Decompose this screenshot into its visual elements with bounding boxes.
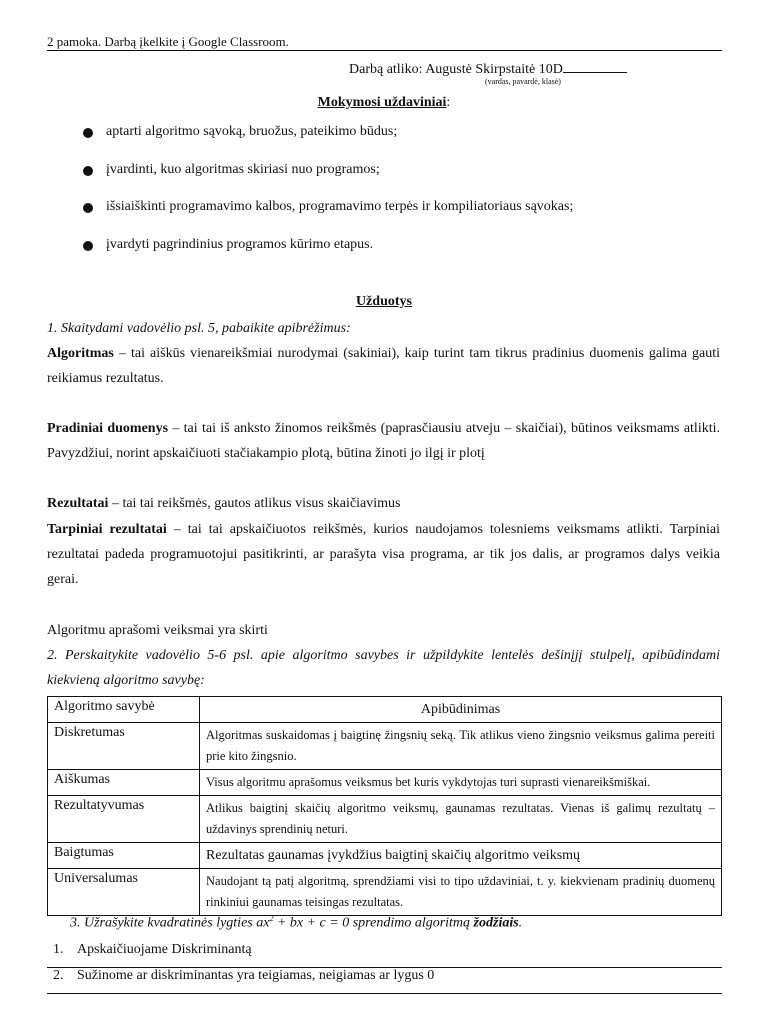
list-item: 2. Sužinome ar diskriminantas yra teigiamas, neigiamas ar lygus 0 [53,968,435,983]
table-row [48,796,722,843]
property-description: Naudojant tą patį algoritmą, sprendžiami visi to tipo uždaviniai, t. y. kiekvienam pradinių duomenų rinkiniui gaunamas teisingas rezultatas. [200,869,722,916]
algorithm-steps-text: Algoritmu aprašomi veiksmai yra skirti [47,623,268,638]
author-label: Darbą atliko: Augustė Skirpstaitė 10D [349,62,563,77]
definition-rezultatai: Rezultatai – tai tai reikšmės, gautos atlikus visus skaičiavimus [47,496,401,511]
table-row [48,723,722,770]
list-item: 1. Apskaičiuojame Diskriminantą [53,942,252,957]
property-name: Universalumas [48,869,200,916]
author-blank [563,60,627,73]
property-description: Rezultatas gaunamas įvykdžius baigtinį skaičių algoritmo veiksmų [200,843,722,869]
objectives-heading: Mokymosi uždaviniai: [317,95,451,110]
definition-algoritmas: Algoritmas – tai aiškūs vienareikšmiai nurodymai (sakiniai), kaip turint tam tikrus pradinius duomenis galima gauti reikiamus rezultatus. [47,346,720,386]
term: Rezultatai [47,496,109,511]
bullet-icon [83,166,93,176]
term: Algoritmas [47,346,114,361]
list-item: išsiaiškinti programavimo kalbos, programavimo terpės ir kompiliatoriaus sąvokas; [83,199,573,237]
step-divider [47,967,722,968]
algorithm-steps-list [53,938,722,990]
author-note: (vardas, pavardė, klasė) [485,77,561,86]
list-item: aptarti algoritmo sąvoką, bruožus, pateikimo būdus; [83,124,573,162]
task-2-prompt: 2. Perskaitykite vadovėlio 5-6 psl. apie algoritmo savybes ir užpildykite lentelės dešinįjį stulpelį, apibūdindami kiekvieną algoritmo savybę: [47,648,720,688]
bullet-icon [83,128,93,138]
definition-pradiniai-duomenys: Pradiniai duomenys – tai tai iš anksto žinomos reikšmės (paprasčiausiu atveju – skaičiai), būtinos veiksmams atlikti. Pavyzdžiui, norint apskaičiuoti stačiakampio plotą, būtina žinoti jo ilgį ir plotį [47,421,720,461]
table-row [48,770,722,796]
header-divider [47,50,722,51]
definition-tarpiniai-rezultatai: Tarpiniai rezultatai – tai tai apskaičiuotos reikšmės, kurios naudojamos tolesniems veiksmams atlikti. Tarpiniai rezultatai padeda programuotojui pasitikrinti, ar parašyta visa programa, ar tik jos dalis, ar programos dalys veikia gerai. [47,522,721,587]
list-item: įvardinti, kuo algoritmas skiriasi nuo programos; [83,162,573,200]
property-name: Rezultatyvumas [48,796,200,843]
table-row [48,869,722,916]
objectives-title: Mokymosi uždaviniai [317,95,447,110]
table-header-row [48,697,722,723]
column-header: Apibūdinimas [200,697,722,723]
property-description: Visus algoritmu aprašomus veiksmus bet kuris vykdytojas turi suprasti vienareikšmiškai. [200,770,722,796]
bullet-icon [83,203,93,213]
term: Pradiniai duomenys [47,421,169,436]
property-name: Diskretumas [48,723,200,770]
tasks-heading: Užduotys [355,294,412,309]
list-item: įvardyti pagrindinius programos kūrimo etapus. [83,237,573,275]
table-row [48,843,722,869]
property-name: Aiškumas [48,770,200,796]
property-name: Baigtumas [48,843,200,869]
page-header: 2 pamoka. Darbą įkelkite į Google Classroom. [47,34,289,49]
objectives-list [83,124,573,274]
property-description: Algoritmas suskaidomas į baigtinę žingsnių seką. Tik atlikus vieno žingsnio veiksmus galima pereiti prie kito žingsnio. [200,723,722,770]
step-divider [47,993,722,994]
properties-table [47,696,722,916]
author-line [349,60,627,78]
task-1-prompt: 1. Skaitydami vadovėlio psl. 5, pabaikite apibrėžimus: [47,321,351,336]
bullet-icon [83,241,93,251]
column-header: Algoritmo savybė [48,697,200,723]
term: Tarpiniai rezultatai [47,522,167,537]
property-description: Atlikus baigtinį skaičių algoritmo veiksmų, gaunamas rezultatas. Vienas iš galimų rezultatų – uždavinys sprendinių neturi. [200,796,722,843]
task-3-prompt: 3. Užrašykite kvadratinės lygties $ax^2$ + bx + c = 0 sprendimo algoritmą žodžiais. [70,914,523,931]
